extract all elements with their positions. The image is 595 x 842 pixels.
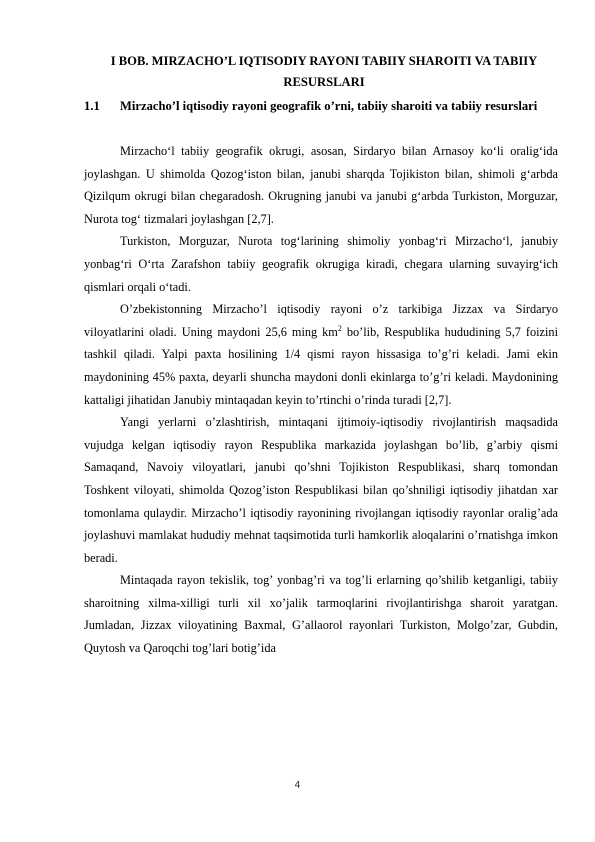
paragraph-text: bo’lib, Respublika hududining 5,7 foizini tashkil qiladi. Yalpi paxta hosilining 1/4 qismi rayon hissasiga to’g’ri keladi. Jami ekin maydonining 45% paxta, deyarli shuncha maydoni donli ekinlarga to’g’ri keladi. Maydonining kattaligi jihatidan Janubiy mintaqadan keyin to’rtinchi o’rinda turadi [2,7]. <box>84 324 558 407</box>
page-number: 4 <box>294 780 301 791</box>
section-heading <box>84 95 554 118</box>
chapter-title: I BOB. MIRZACHO’L IQTISODIY RAYONI TABIIY SHAROITI VA TABIIY RESURSLARI <box>110 54 538 89</box>
section-title: Mirzacho’l iqtisodiy rayoni geografik o’rni, tabiiy sharoiti va tabiiy resurslari <box>120 99 538 113</box>
paragraph <box>84 298 558 411</box>
paragraph: Mirzacho‘l tabiiy geografik okrugi, asosan, Sirdaryo bilan Arnasoy ko‘li oralig‘ida joylashgan. U shimolda Qozog‘iston bilan, janubi sharqda Tojikiston bilan, shimoli g‘arbda Qizilqum okrugi bilan chegaradosh. Okrugning janubi va janubi g‘arbda Turkiston, Morguzar, Nurota tog‘ tizmalari joylashgan [2,7]. <box>84 144 558 226</box>
paragraph: Mintaqada rayon tekislik, tog’ yonbag’ri va tog’li erlarning qo’shilib ketganligi, tabiiy sharoitning xilma-xilligi turli xil xo’jalik tarmoqlarini rivojlantirishga sharoit yaratgan. Jumladan, Jizzax viloyatining Baxmal, G’allaorol rayonlari Turkiston, Molgo’zar, Gubdin, Quytosh va Qaroqchi tog’lari botig’ida <box>84 573 558 656</box>
body-text <box>84 140 558 660</box>
paragraph: Yangi yerlarni o’zlashtirish, mintaqani ijtimoiy-iqtisodiy rivojlantirish maqsadida vujudga kelgan iqtisodiy rayon Respublika markazida joylashgan bo’lib, g’arbiy qismi Samaqand, Navoiy viloyatlari, janubi qo’shni Tojikiston Respublikasi, sharq tomondan Toshkent viloyati, shimolda Qozog’iston Respublikasi bilan qo’shniligi iqtisodiy jihatdan xar tomonlama qulaydir. Mirzacho’l iqtisodiy rayonining rivojlangan iqtisodiy rayonlar oralig’ada joylashuvi mamlakat hududiy mehnat taqsimotida turli hamkorlik aloqalarini o’rnatishga imkon beradi. <box>84 415 558 565</box>
paragraph: Turkiston, Morguzar, Nurota tog‘larining shimoliy yonbag‘ri Mirzacho‘l, janubiy yonbag‘ri O‘rta Zarafshon tabiiy geografik okrugiga kiradi, chegara ularning suvayirg‘ich qismlari orqali o‘tadi. <box>84 234 558 294</box>
paragraph-text: O’zbekistonning Mirzacho’l iqtisodiy rayoni o’z tarkibiga Jizzax va Sirdaryo viloyatlarini oladi. Uning maydoni 25,6 ming km <box>84 302 558 339</box>
superscript: 2 <box>337 323 342 333</box>
section-number: 1.1 <box>84 99 100 113</box>
